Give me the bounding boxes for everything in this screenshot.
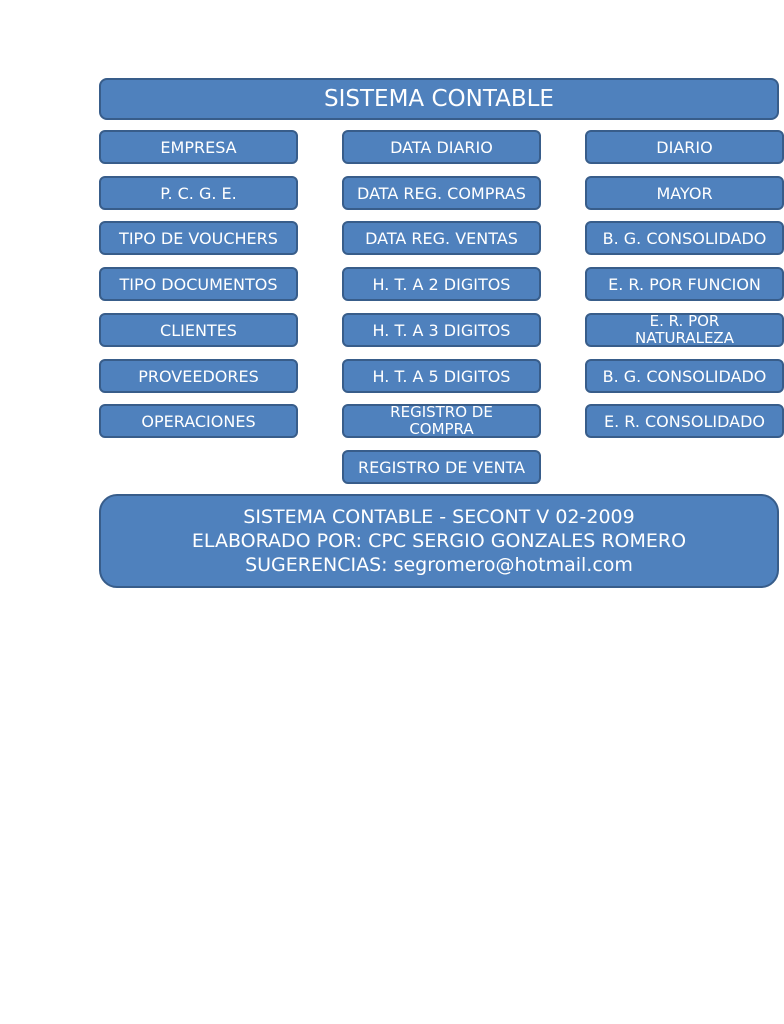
- data-reg-compras-button[interactable]: [342, 176, 541, 210]
- operaciones-button[interactable]: [99, 404, 298, 438]
- button-label: E. R. POR FUNCION: [608, 274, 761, 294]
- button-label: CLIENTES: [160, 320, 237, 340]
- button-label: DATA DIARIO: [390, 137, 493, 157]
- ht-5-digitos-button[interactable]: [342, 359, 541, 393]
- er-por-funcion-button[interactable]: [585, 267, 784, 301]
- button-label: DIARIO: [656, 137, 713, 157]
- button-label: H. T. A 2 DIGITOS: [372, 274, 511, 294]
- page-title-text: SISTEMA CONTABLE: [324, 86, 554, 112]
- empresa-button[interactable]: [99, 130, 298, 164]
- mayor-button[interactable]: [585, 176, 784, 210]
- button-label: TIPO DE VOUCHERS: [119, 228, 278, 248]
- tipo-documentos-button[interactable]: [99, 267, 298, 301]
- clientes-button[interactable]: [99, 313, 298, 347]
- button-label: TIPO DOCUMENTOS: [119, 274, 278, 294]
- er-por-naturaleza-button[interactable]: [585, 313, 784, 347]
- button-label: B. G. CONSOLIDADO: [602, 228, 767, 248]
- button-label: H. T. A 3 DIGITOS: [372, 320, 511, 340]
- button-label: PROVEEDORES: [138, 366, 259, 386]
- tipo-de-vouchers-button[interactable]: [99, 221, 298, 255]
- button-label: MAYOR: [656, 183, 713, 203]
- bg-consolidado-button[interactable]: [585, 221, 784, 255]
- ht-3-digitos-button[interactable]: [342, 313, 541, 347]
- proveedores-button[interactable]: [99, 359, 298, 393]
- registro-de-compra-button[interactable]: [342, 404, 541, 438]
- data-diario-button[interactable]: [342, 130, 541, 164]
- registro-de-venta-button[interactable]: [342, 450, 541, 484]
- button-label: P. C. G. E.: [160, 183, 237, 203]
- er-consolidado-button[interactable]: [585, 404, 784, 438]
- button-label: H. T. A 5 DIGITOS: [372, 366, 511, 386]
- suggestions-text: SUGERENCIAS: segromero@hotmail.com: [245, 554, 633, 576]
- button-label: DATA REG. COMPRAS: [357, 183, 526, 203]
- button-label: REGISTRO DE COMPRA: [390, 403, 493, 438]
- button-label: B. G. CONSOLIDADO: [602, 366, 767, 386]
- data-reg-ventas-button[interactable]: [342, 221, 541, 255]
- credits-panel: [99, 494, 779, 588]
- bg-consolidado-2-button[interactable]: [585, 359, 784, 393]
- button-label: E. R. CONSOLIDADO: [603, 411, 765, 431]
- button-label: OPERACIONES: [141, 411, 256, 431]
- button-label: DATA REG. VENTAS: [365, 228, 518, 248]
- author-text: ELABORADO POR: CPC SERGIO GONZALES ROMERO: [191, 530, 687, 552]
- button-label: E. R. POR NATURALEZA: [635, 312, 734, 347]
- button-label: EMPRESA: [160, 137, 237, 157]
- button-label: REGISTRO DE VENTA: [357, 457, 526, 477]
- ht-2-digitos-button[interactable]: [342, 267, 541, 301]
- diario-button[interactable]: [585, 130, 784, 164]
- pcge-button[interactable]: [99, 176, 298, 210]
- page-title: [99, 78, 779, 120]
- version-text: SISTEMA CONTABLE - SECONT V 02-2009: [243, 506, 635, 528]
